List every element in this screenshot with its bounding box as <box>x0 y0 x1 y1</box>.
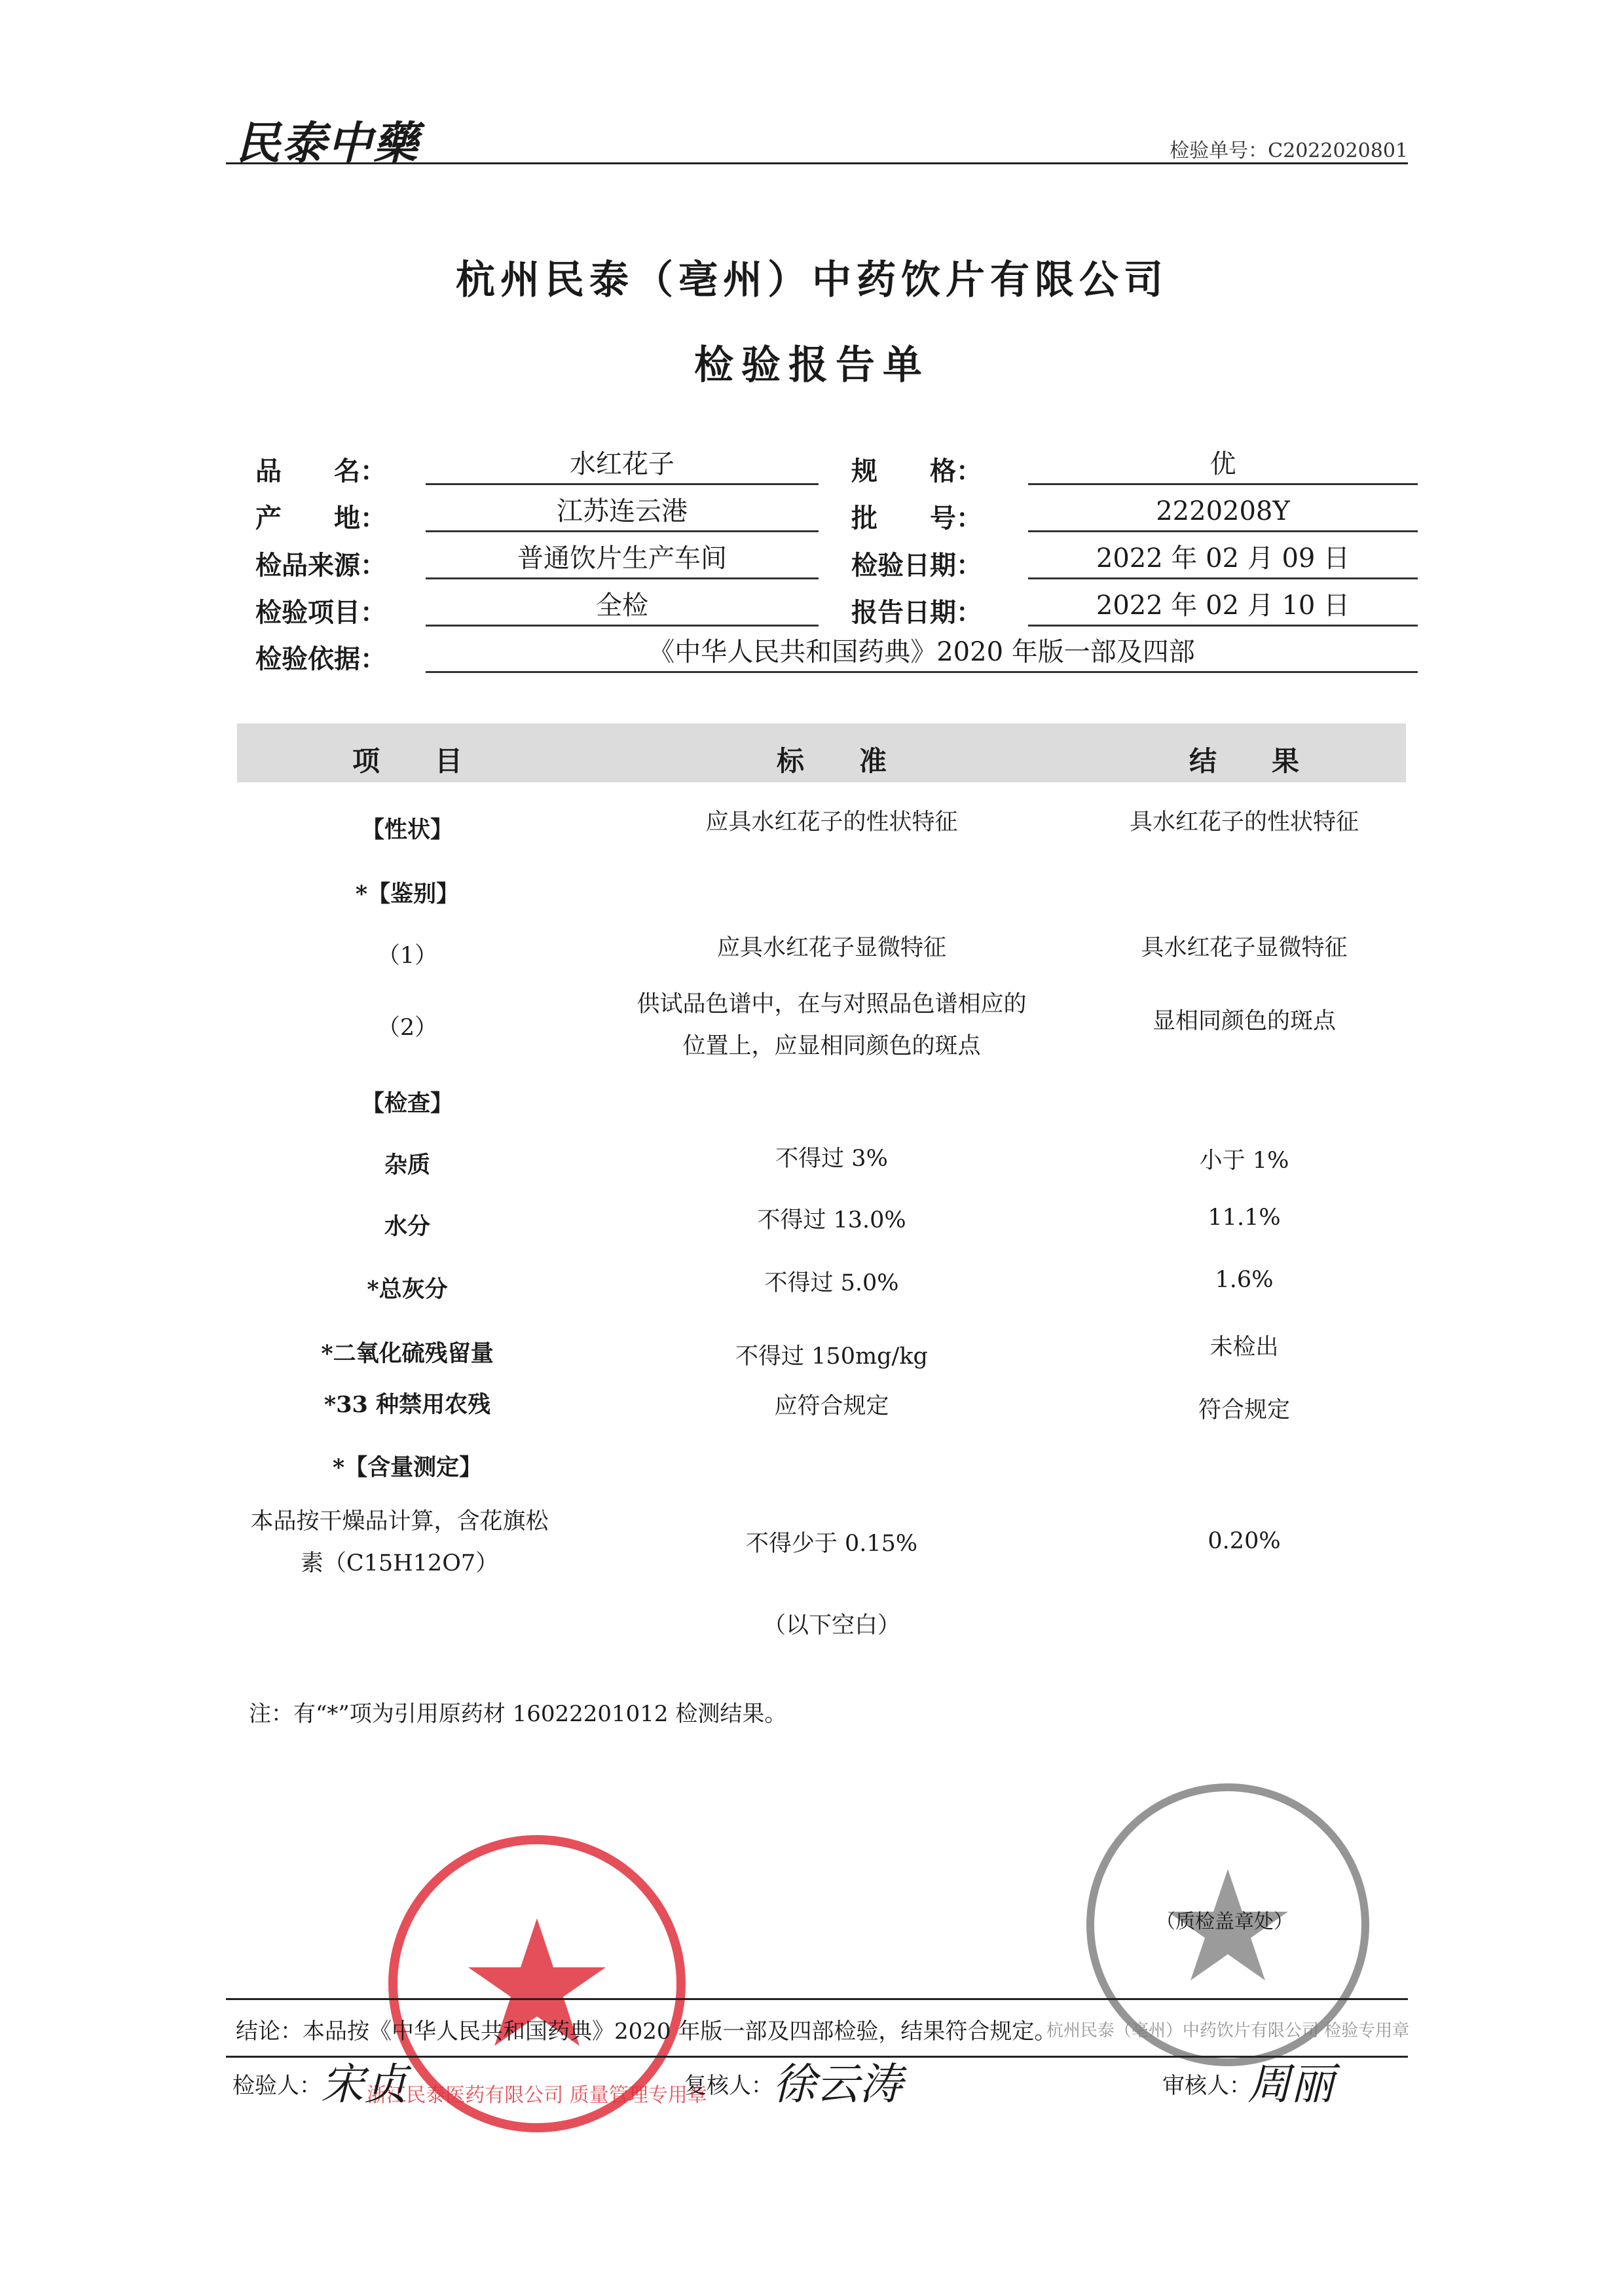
document-number: 检验单号：C2022020801 <box>1170 139 1408 162</box>
row-result: 符合规定 <box>1198 1397 1290 1423</box>
col-header-standard: 标 准 <box>776 745 887 777</box>
origin-value: 江苏连云港 <box>426 492 819 532</box>
inspector-label: 检验人： <box>232 2073 322 2099</box>
test-date-label: 检验日期： <box>851 550 982 581</box>
name-value: 水红花子 <box>426 445 819 485</box>
col-header-item: 项 目 <box>352 745 462 777</box>
stamp-placeholder-label: （质检盖章处） <box>1156 1910 1293 1933</box>
report-date-label: 报告日期： <box>851 597 982 628</box>
row-result: 0.20% <box>1208 1528 1281 1554</box>
origin-label: 产 地： <box>255 503 386 534</box>
row-standard: 应具水红花子显微特征 <box>716 935 946 961</box>
name-label: 品 名： <box>255 456 386 486</box>
row-result: 11.1% <box>1208 1205 1281 1231</box>
reviewer-label: 复核人： <box>684 2073 773 2099</box>
row-standard: 应具水红花子的性状特征 <box>705 809 958 835</box>
red-quality-stamp <box>367 1820 707 2147</box>
row-standard: 不得过 3% <box>775 1146 888 1172</box>
basis-label: 检验依据： <box>255 644 386 674</box>
row-standard: 应符合规定 <box>774 1393 889 1419</box>
spec-value: 优 <box>1028 445 1418 485</box>
company-name: 杭州民泰（亳州）中药饮片有限公司 <box>456 257 1168 303</box>
gray-stamp-text: 杭州民泰（亳州）中药饮片有限公司 检验专用章 <box>1046 2021 1410 2041</box>
row-result: 具水红花子显微特征 <box>1141 935 1348 961</box>
batch-value: 2220208Y <box>1028 492 1418 532</box>
row-item: 【检查】 <box>361 1090 453 1117</box>
red-stamp-text: 浙江民泰医药有限公司 质量管理专用章 <box>367 2084 707 2107</box>
row-item: *二氧化硫残留量 <box>321 1340 494 1367</box>
blank-marker: （以下空白） <box>762 1613 900 1639</box>
report-title: 检验报告单 <box>694 342 930 388</box>
source-label: 检品来源： <box>255 550 386 581</box>
row-standard: 不得少于 0.15% <box>745 1531 918 1557</box>
basis-value: 《中华人民共和国药典》2020 年版一部及四部 <box>426 633 1418 673</box>
spec-label: 规 格： <box>851 456 982 486</box>
row-item: （2） <box>377 1015 438 1041</box>
row-result: 显相同颜色的斑点 <box>1152 1008 1336 1034</box>
row-item: 【性状】 <box>361 816 453 843</box>
footnote: 注：有“*”项为引用原药材 16022201012 检测结果。 <box>249 1701 787 1727</box>
row-item: *【含量测定】 <box>332 1454 483 1481</box>
company-logo: 民泰中藥 <box>236 117 420 170</box>
row-item: *33 种禁用农残 <box>323 1391 491 1418</box>
row-item: 水分 <box>384 1213 430 1240</box>
batch-label: 批 号： <box>851 503 982 534</box>
row-standard: 不得过 5.0% <box>764 1270 899 1296</box>
header-rule <box>226 162 1408 164</box>
row-result: 1.6% <box>1215 1267 1274 1293</box>
auditor-label: 审核人： <box>1162 2073 1251 2099</box>
conclusion-rule-top <box>226 1998 1408 2000</box>
row-item: （1） <box>377 943 438 969</box>
report-date-value: 2022 年 02 月 10 日 <box>1028 587 1418 627</box>
row-result: 小于 1% <box>1199 1148 1289 1174</box>
row-item: *总灰分 <box>367 1276 448 1303</box>
row-item: *【鉴别】 <box>355 881 460 907</box>
row-standard: 不得过 13.0% <box>757 1207 906 1233</box>
row-result: 具水红花子的性状特征 <box>1129 809 1359 835</box>
row-item: 本品按干燥品计算，含花旗松 素（C15H12O7） <box>250 1508 549 1576</box>
reviewer-signature: 徐云涛 <box>773 2059 902 2109</box>
auditor-signature: 周丽 <box>1247 2059 1334 2109</box>
row-standard: 不得过 150mg/kg <box>735 1343 928 1370</box>
conclusion: 结论：本品按《中华人民共和国药典》2020 年版一部及四部检验，结果符合规定。 <box>236 2018 1057 2045</box>
item-label: 检验项目： <box>255 597 386 628</box>
test-date-value: 2022 年 02 月 09 日 <box>1028 539 1418 579</box>
row-standard: 供试品色谱中，在与对照品色谱相应的 位置上，应显相同颜色的斑点 <box>637 991 1027 1059</box>
row-item: 杂质 <box>384 1152 430 1178</box>
inspector-signature: 宋贞 <box>321 2059 407 2109</box>
item-value: 全检 <box>426 587 819 627</box>
col-header-result: 结 果 <box>1189 745 1299 777</box>
row-result: 未检出 <box>1209 1334 1279 1360</box>
source-value: 普通饮片生产车间 <box>426 539 819 579</box>
